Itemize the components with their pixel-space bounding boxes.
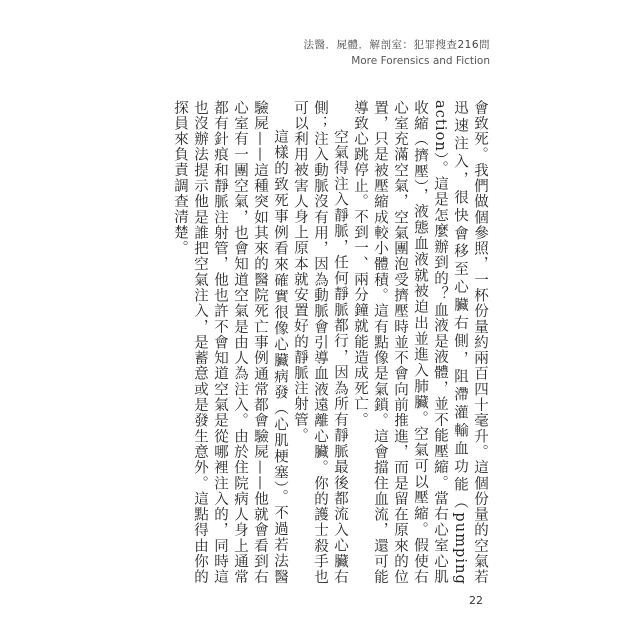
page-number: 22 (469, 594, 483, 607)
paragraph-1: 會致死。我們做個參照，一杯份量約兩百四十毫升。這個份量的空氣若迅速注入，很快會移至心臟右側，阻滯灌輸血功能（pumping action）。這是怎麼辦到的？血液是液體，並不能壓縮。當右心室心肌收縮（擠壓），液態血液就被迫出並進入肺臟。空氣可以壓縮。假使右心室充滿空氣，空氣團泡受擠壓時並不會向前推進，而是留在原來的位置，只是被壓縮成較小體積。這有點像是氣鎖。這會擋住血流，還可能導致心跳停止。不到一、兩分鐘就能造成死亡。 (352, 100, 488, 585)
vertical-body-text (170, 100, 490, 585)
paragraph-3: 這樣的致死事例看來確實很像心臟病發（心肌梗塞）。不過若法醫驗屍——這種突如其來的醫院死亡事例通常都會驗屍——他就會看到右心室有一團空氣，也會知道空氣是由人為注入。由於住院病人身上通常都有針痕和靜脈注射管，他也許不會知道空氣是從哪裡注入的，同時這也沒辦法提示他是誰把空氣注入，是蓄意或是發生意外。這點得由你的探員來負責調查清楚。 (172, 100, 288, 585)
paragraph-2: 空氣得注入靜脈，任何靜脈都行，因為所有靜脈最後都流入心臟右側；注入動脈沒有用，因為動脈會引導血液遠離心臟。你的護士殺手也可以利用被害人身上原本就安置好的靜脈注射管。 (292, 100, 348, 585)
book-title: 法醫．屍體．解剖室：犯罪搜查216問 (303, 39, 490, 51)
running-header (303, 38, 490, 70)
book-subtitle: More Forensics and Fiction (351, 55, 490, 67)
